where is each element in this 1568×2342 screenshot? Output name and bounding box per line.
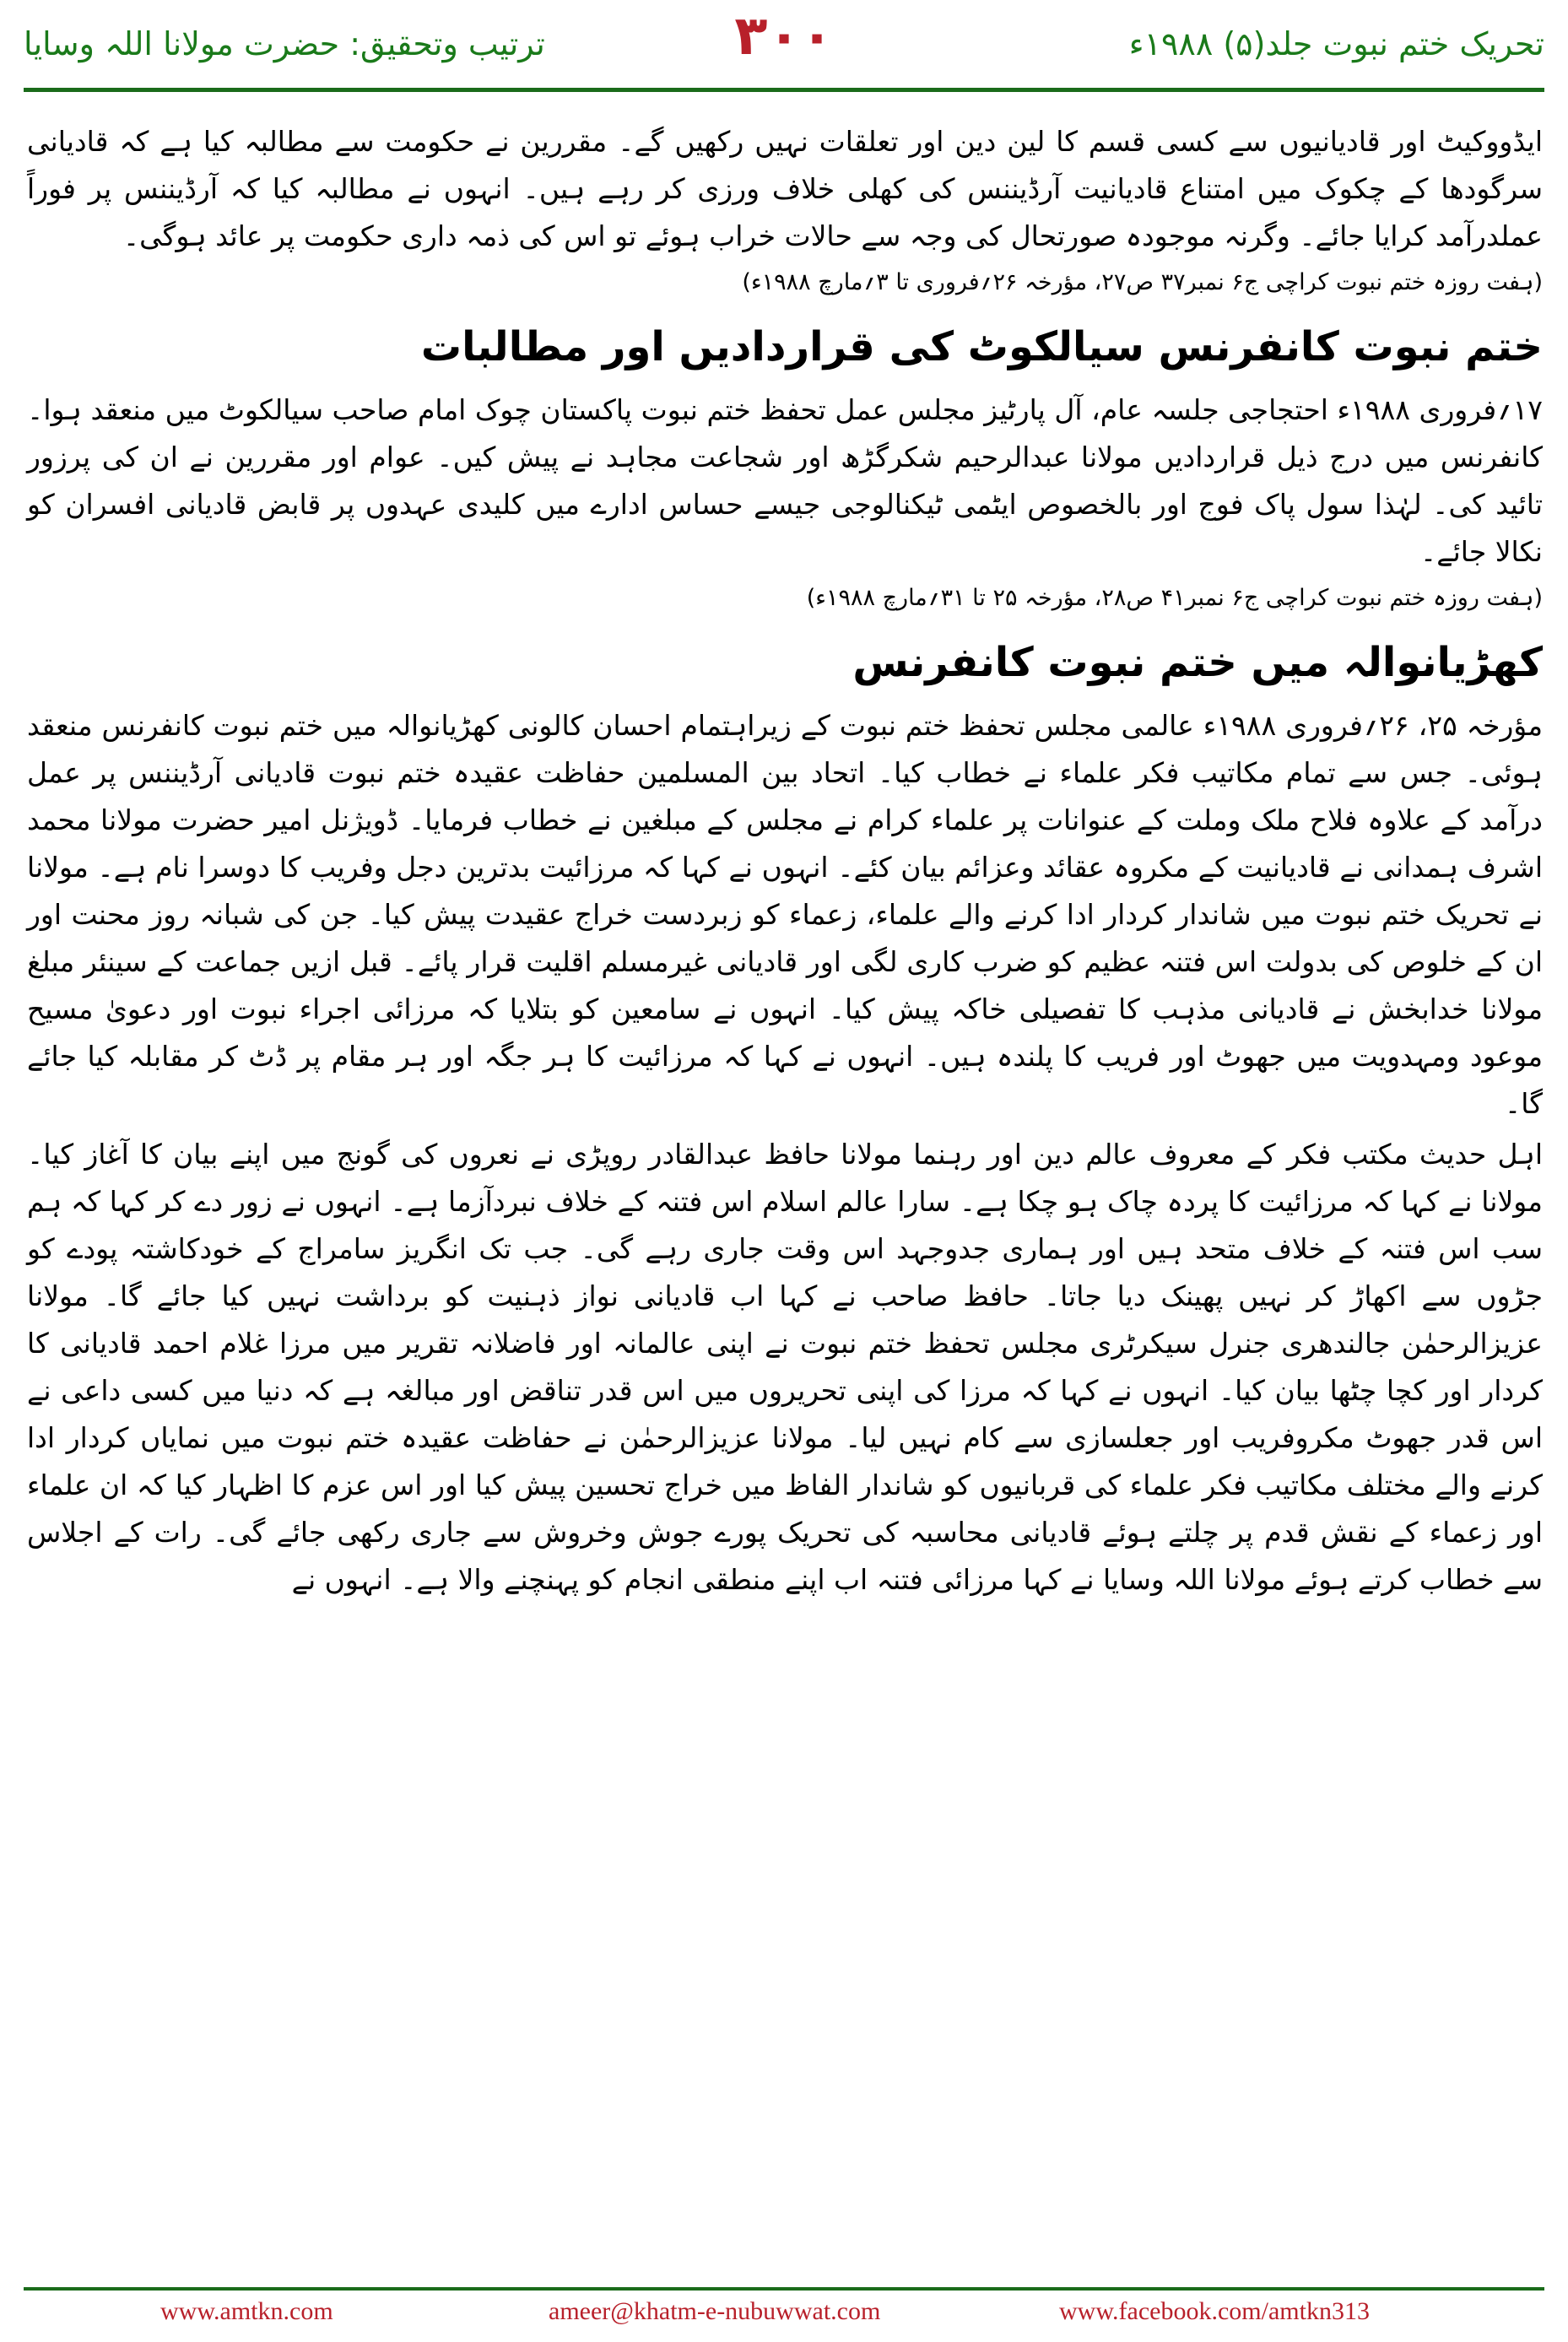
page-header [0, 0, 1568, 84]
email-link[interactable]: ameer@khatm-e-nubuwwat.com [549, 2297, 881, 2325]
citation: (ہفت روزہ ختم نبوت کراچی ج۶ نمبر۳۷ ص۲۷، مؤرخہ ۲۶؍فروری تا ۳؍مارچ ۱۹۸۸ء) [742, 269, 1543, 295]
paragraph: اہل حدیث مکتب فکر کے معروف عالم دین اور رہنما مولانا حافظ عبدالقادر روپڑی نے نعروں کی گونج میں اپنے بیان کا آغاز کیا۔ مولانا نے کہا کہ مرزائیت کا پردہ چاک ہو چکا ہے۔ سارا عالم اسلام اس فتنہ کے خلاف نبردآزما ہے۔ انہوں نے زور دے کر کہا کہ ہم سب اس فتنہ کے خلاف متحد ہیں اور ہماری جدوجہد اس وقت جاری رہے گی۔ جب تک انگریز سامراج کے خودکاشتہ پودے کو جڑوں سے اکھاڑ کر نہیں پھینک دیا جاتا۔ حافظ صاحب نے کہا اب قادیانی نواز ذہنیت کو برداشت نہیں کیا جائے گا۔ مولانا عزیزالرحمٰن جالندھری جنرل سیکرٹری مجلس تحفظ ختم نبوت نے اپنی عالمانہ اور فاضلانہ تقریر میں مرزا غلام احمد قادیانی کا کردار اور کچا چٹھا بیان کیا۔ انہوں نے کہا کہ مرزا کی اپنی تحریروں میں اس قدر تناقض اور مبالغہ ہے کہ دنیا میں کسی داعی نے اس قدر جھوٹ مکروفریب اور جعلسازی سے کام نہیں لیا۔ مولانا عزیزالرحمٰن نے حفاظت عقیدہ ختم نبوت میں نمایاں کردار ادا کرنے والے مختلف مکاتیب فکر علماء کی قربانیوں کو شاندار الفاظ میں خراج تحسین پیش کیا اور اس عزم کا اظہار کیا کہ ان علماء اور زعماء کے نقش قدم پر چلتے ہوئے قادیانی محاسبہ کی تحریک پورے جوش وخروش سے جاری رکھی جائے گی۔ رات کے اجلاس سے خطاب کرتے ہوئے مولانا اللہ وسایا نے کہا مرزائی فتنہ اب اپنے منطقی انجام کو پہنچنے والا ہے۔ انہوں نے [27, 1138, 1543, 1596]
header-compiler: ترتیب وتحقیق: حضرت مولانا اللہ وسایا [24, 25, 545, 62]
paragraph: مؤرخہ ۲۵، ۲۶؍فروری ۱۹۸۸ء عالمی مجلس تحفظ ختم نبوت کے زیراہتمام احسان کالونی کھڑیانوالہ میں ختم نبوت کانفرنس منعقد ہوئی۔ جس سے تمام مکاتیب فکر علماء نے خطاب کیا۔ اتحاد بین المسلمین حفاظت عقیدہ ختم نبوت قادیانی آرڈیننس پر عمل درآمد کے علاوہ فلاح ملک وملت کے عنوانات پر علماء کرام نے مجلس کے مبلغین نے خطاب فرمایا۔ ڈویژنل امیر حضرت مولانا محمد اشرف ہمدانی نے قادیانیت کے مکروہ عقائد وعزائم بیان کئے۔ انہوں نے کہا کہ مرزائیت بدترین دجل وفریب کا دوسرا نام ہے۔ مولانا نے تحریک ختم نبوت میں شاندار کردار ادا کرنے والے علماء، زعماء کو زبردست خراج عقیدت پیش کیا۔ جن کی شبانہ روز محنت اور ان کے خلوص کی بدولت اس فتنہ عظیم کو ضرب کاری لگی اور قادیانی غیرمسلم اقلیت قرار پائے۔ قبل ازیں جماعت کے سینئر مبلغ مولانا خدابخش نے قادیانی مذہب کا تفصیلی خاکہ پیش کیا۔ انہوں نے سامعین کو بتلایا کہ مرزائی اجراء نبوت اور دعویٰ مسیح موعود ومہدویت میں جھوٹ اور فریب کا پلندہ ہیں۔ انہوں نے کہا کہ مرزائیت کا ہر جگہ اور ہر مقام پر ڈٹ کر مقابلہ کیا جائے گا۔ [27, 709, 1544, 1120]
header-book-title: تحریک ختم نبوت جلد(۵) ۱۹۸۸ء [1128, 25, 1544, 62]
paragraph: ۱۷؍فروری ۱۹۸۸ء احتجاجی جلسہ عام، آل پارٹیز مجلس عمل تحفظ ختم نبوت پاکستان چوک امام صاحب سیالکوٹ میں منعقد ہوا۔ کانفرنس میں درج ذیل قراردادیں مولانا عبدالرحیم شکرگڑھ اور شجاعت مجاہد نے پیش کیں۔ عوام اور مقررین نے ان کی پرزور تائید کی۔ لہٰذا سول پاک فوج اور بالخصوص ایٹمی ٹیکنالوجی جیسے حساس ادارے میں کلیدی عہدوں پر قابض قادیانی افسران کو نکالا جائے۔ [27, 393, 1543, 568]
citation: (ہفت روزہ ختم نبوت کراچی ج۶ نمبر۴۱ ص۲۸، مؤرخہ ۲۵ تا ۳۱؍مارچ ۱۹۸۸ء) [806, 585, 1543, 611]
page-body [27, 118, 1543, 1607]
footer-rule [24, 2287, 1544, 2291]
page-number: ۳۰۰ [734, 5, 834, 68]
section-heading: کھڑیانوالہ میں ختم نبوت کانفرنس [852, 639, 1543, 686]
website-link[interactable]: www.amtkn.com [160, 2297, 333, 2325]
facebook-link[interactable]: www.facebook.com/amtkn313 [1059, 2297, 1370, 2325]
paragraph: ایڈووکیٹ اور قادیانیوں سے کسی قسم کا لین دین اور تعلقات نہیں رکھیں گے۔ مقررین نے حکومت سے مطالبہ کیا ہے کہ قادیانی سرگودھا کے چکوک میں امتناع قادیانیت آرڈیننس کی کھلی خلاف ورزی کر رہے ہیں۔ انہوں نے مطالبہ کیا کہ آرڈیننس پر فوراً عملدرآمد کرایا جائے۔ وگرنہ موجودہ صورتحال کی وجہ سے حالات خراب ہوئے تو اس کی ذمہ داری حکومت پر عائد ہوگی۔ [27, 125, 1543, 252]
header-rule [24, 88, 1544, 92]
section-heading: ختم نبوت کانفرنس سیالکوٹ کی قراردادیں اور مطالبات [420, 323, 1543, 371]
page-footer [0, 2297, 1568, 2339]
